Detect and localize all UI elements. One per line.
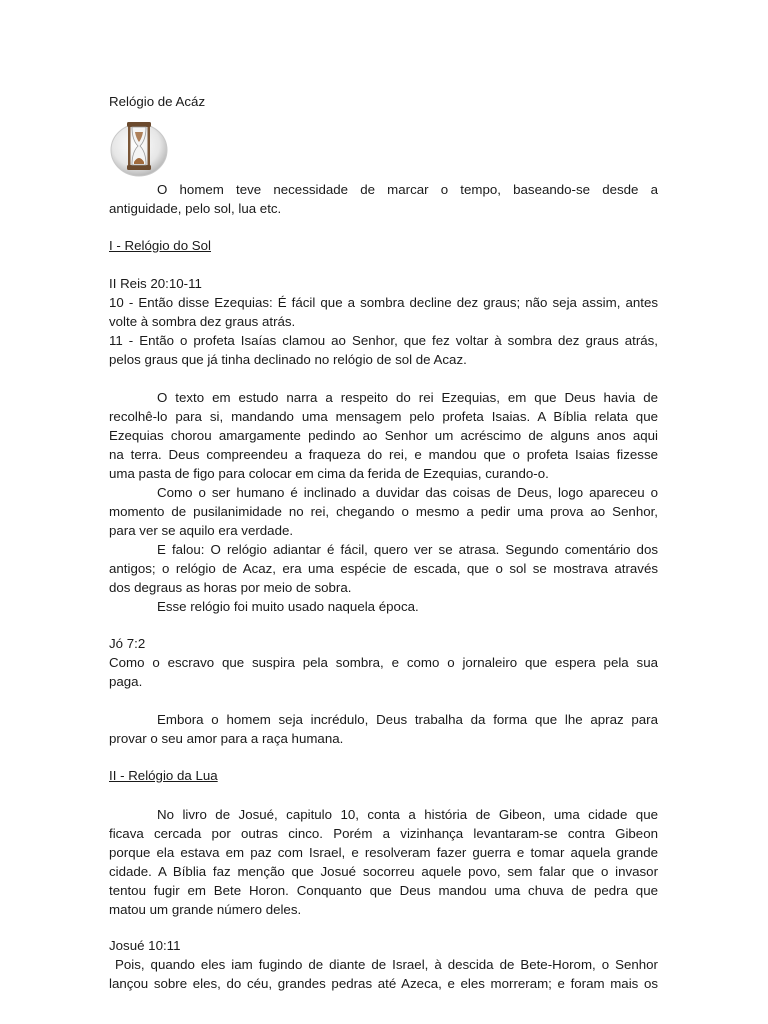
verse-line: pelos graus que já tinha declinado no relógio de sol de Acaz.: [109, 352, 467, 367]
paragraph-line: dos degraus as horas por meio de sobra.: [109, 580, 352, 595]
paragraph-line: Esse relógio foi muito usado naquela época.: [157, 599, 419, 614]
verse-line: 11 - Então o profeta Isaías clamou ao Senhor, que fez voltar à sombra dez graus atrás,: [109, 333, 658, 348]
paragraph-line: Embora o homem seja incrédulo, Deus trabalha da forma que lhe apraz para: [157, 712, 658, 727]
paragraph-line: ficava cercada por outras cinco. Porém a vizinhança levantaram-se contra Gibeon: [109, 826, 658, 841]
section-heading-sol: I - Relógio do Sol: [109, 238, 211, 253]
paragraph-line: recolhê-lo para si, mandando uma mensagem pelo profeta Isaias. A Bíblia relata que: [109, 409, 658, 424]
paragraph-line: Ezequias chorou amargamente pedindo ao Senhor um acréscimo de alguns anos aqui: [109, 428, 658, 443]
verse-reference: Jó 7:2: [109, 636, 146, 651]
paragraph-line: uma pasta de figo para colocar em cima da ferida de Ezequias, curando-o.: [109, 466, 549, 481]
paragraph-line: O texto em estudo narra a respeito do rei Ezequias, em que Deus havia de: [157, 390, 658, 405]
paragraph-line: tentou fugir em Bete Horon. Conquanto que Deus mandou uma chuva de pedra que: [109, 883, 658, 898]
verse-reference: Josué 10:11: [109, 938, 181, 953]
paragraph-line: E falou: O relógio adiantar é fácil, quero ver se atrasa. Segundo comentário dos: [157, 542, 658, 557]
verse-line: Como o escravo que suspira pela sombra, e como o jornaleiro que espera pela sua: [109, 655, 658, 670]
paragraph-line: na terra. Deus compreendeu a fraqueza do rei, e mandou que o profeta Isaias fizesse: [109, 447, 658, 462]
paragraph-line: matou um grande número deles.: [109, 902, 302, 917]
paragraph-line: No livro de Josué, capitulo 10, conta a história de Gibeon, uma cidade que: [157, 807, 658, 822]
intro-line: antiguidade, pelo sol, lua etc.: [109, 201, 282, 216]
section-heading-lua: II - Relógio da Lua: [109, 768, 218, 783]
verse-line: lançou sobre eles, do céu, grandes pedras até Azeca, e eles morreram; e foram mais os: [109, 976, 658, 991]
paragraph-line: para ver se aquilo era verdade.: [109, 523, 294, 538]
hourglass-icon: [109, 116, 169, 178]
intro-line: O homem teve necessidade de marcar o tempo, baseando-se desde a: [157, 182, 658, 197]
verse-line: Pois, quando eles iam fugindo de diante de Israel, à descida de Bete-Horom, o Senhor: [109, 957, 658, 972]
verse-line: 10 - Então disse Ezequias: É fácil que a sombra decline dez graus; não seja assim, antes: [109, 295, 658, 310]
doc-title: Relógio de Acáz: [109, 94, 206, 109]
paragraph-line: antigos; o relógio de Acaz, era uma espécie de escada, que o sol se mostrava através: [109, 561, 658, 576]
paragraph-line: provar o seu amor para a raça humana.: [109, 731, 344, 746]
verse-reference: II Reis 20:10-11: [109, 276, 202, 291]
paragraph-line: cidade. A Bíblia faz menção que Josué socorreu aquele povo, sem falar que o invasor: [109, 864, 658, 879]
verse-line: paga.: [109, 674, 143, 689]
paragraph-line: porque ela estava em paz com Israel, e resolveram fazer guerra e tomar aquela grande: [109, 845, 658, 860]
paragraph-line: Como o ser humano é inclinado a duvidar das coisas de Deus, logo apareceu o: [157, 485, 658, 500]
paragraph-line: momento de pusilanimidade no rei, chegando o mesmo a pedir uma prova ao Senhor,: [109, 504, 658, 519]
verse-line: volte à sombra dez graus atrás.: [109, 314, 296, 329]
